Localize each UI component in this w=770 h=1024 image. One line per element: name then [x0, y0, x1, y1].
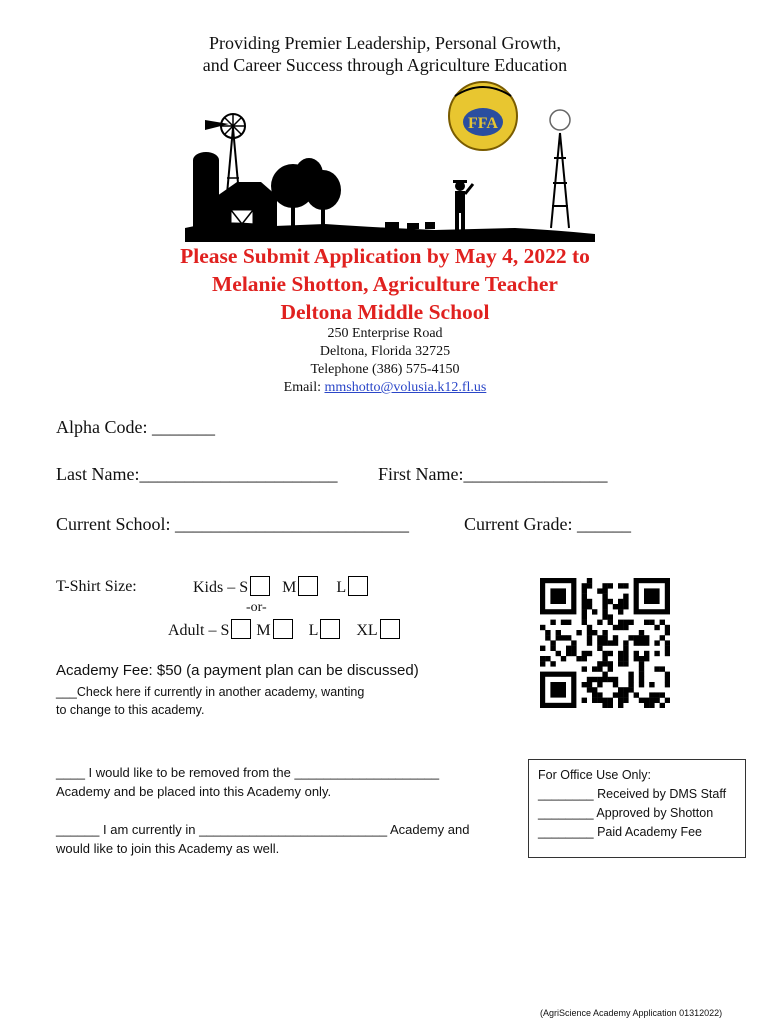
qr-code-icon[interactable] — [540, 578, 670, 708]
adult-m-checkbox[interactable] — [273, 619, 293, 639]
office-received: ________ Received by DMS Staff — [538, 787, 727, 801]
farm-banner-illustration — [185, 78, 595, 242]
address-block — [0, 325, 770, 397]
other-academy-option[interactable] — [56, 683, 364, 719]
email-link[interactable]: mmshotto@volusia.k12.fl.us — [324, 380, 487, 395]
email-label: Email: — [283, 380, 321, 395]
tagline-line1: Providing Premier Leadership, Personal Growth, — [209, 33, 561, 53]
office-use-box — [528, 759, 746, 858]
kids-l-checkbox[interactable] — [348, 576, 368, 596]
adult-l-checkbox[interactable] — [320, 619, 340, 639]
address-street: 250 Enterprise Road — [327, 326, 443, 341]
first-name-field[interactable]: First Name:________________ — [378, 464, 608, 484]
office-title: For Office Use Only: — [538, 768, 651, 782]
ffa-emblem-icon — [449, 82, 517, 150]
academy-fee-text: Academy Fee: $50 (a payment plan can be discussed) — [56, 662, 419, 679]
kids-s-checkbox[interactable] — [250, 576, 270, 596]
footer-form-id: (AgriScience Academy Application 01312022) — [540, 1008, 723, 1018]
adult-m-label: M — [256, 622, 271, 639]
submit-line1: Please Submit Application by May 4, 2022 to — [180, 244, 590, 268]
kids-size-row — [193, 576, 368, 597]
adult-s-checkbox[interactable] — [231, 619, 251, 639]
office-paid: ________ Paid Academy Fee — [538, 825, 703, 839]
submit-line2: Melanie Shotton, Agriculture Teacher — [212, 272, 558, 296]
current-grade-field[interactable]: Current Grade: ______ — [464, 514, 631, 534]
remove-academy-option[interactable] — [56, 763, 439, 801]
office-approved: ________ Approved by Shotton — [538, 806, 714, 820]
adult-xl-label: XL — [356, 622, 378, 639]
tagline — [0, 32, 770, 76]
tractor-icon — [385, 222, 435, 229]
submit-line3: Deltona Middle School — [280, 300, 490, 324]
join-academy-option[interactable] — [56, 820, 469, 858]
join-line2: would like to join this Academy as well. — [56, 841, 280, 856]
address-city: Deltona, Florida 32725 — [319, 344, 451, 359]
tagline-line2: and Career Success through Agriculture Education — [202, 55, 568, 75]
current-school-field[interactable]: Current School: __________________________ — [56, 514, 409, 534]
alpha-code-field[interactable]: Alpha Code: _______ — [56, 417, 215, 437]
remove-line1: ____ I would like to be removed from the ____________________ — [56, 765, 440, 780]
emblem-text: FFA — [468, 115, 498, 132]
address-email-row — [0, 379, 770, 397]
address-phone: Telephone (386) 575-4150 — [310, 362, 460, 377]
other-academy-line2: to change to this academy. — [56, 703, 205, 717]
or-label: -or- — [246, 600, 267, 615]
kids-m-checkbox[interactable] — [298, 576, 318, 596]
other-academy-line1: ___Check here if currently in another academy, wanting — [56, 685, 365, 699]
submit-heading — [0, 242, 770, 326]
remove-line2: Academy and be placed into this Academy only. — [56, 784, 332, 799]
last-name-field[interactable]: Last Name:______________________ — [56, 464, 338, 484]
tower-icon — [550, 110, 570, 228]
adult-label: Adult – S — [168, 622, 230, 639]
tshirt-label: T-Shirt Size: — [56, 578, 137, 595]
adult-l-label: L — [308, 622, 319, 639]
adult-xl-checkbox[interactable] — [380, 619, 400, 639]
join-line1: ______ I am currently in __________________________ Academy and — [56, 822, 470, 837]
adult-size-row — [168, 619, 400, 640]
kids-l-label: L — [336, 579, 347, 596]
farmer-figure-icon — [453, 180, 473, 231]
kids-label: Kids – S — [193, 579, 249, 596]
kids-m-label: M — [282, 579, 297, 596]
